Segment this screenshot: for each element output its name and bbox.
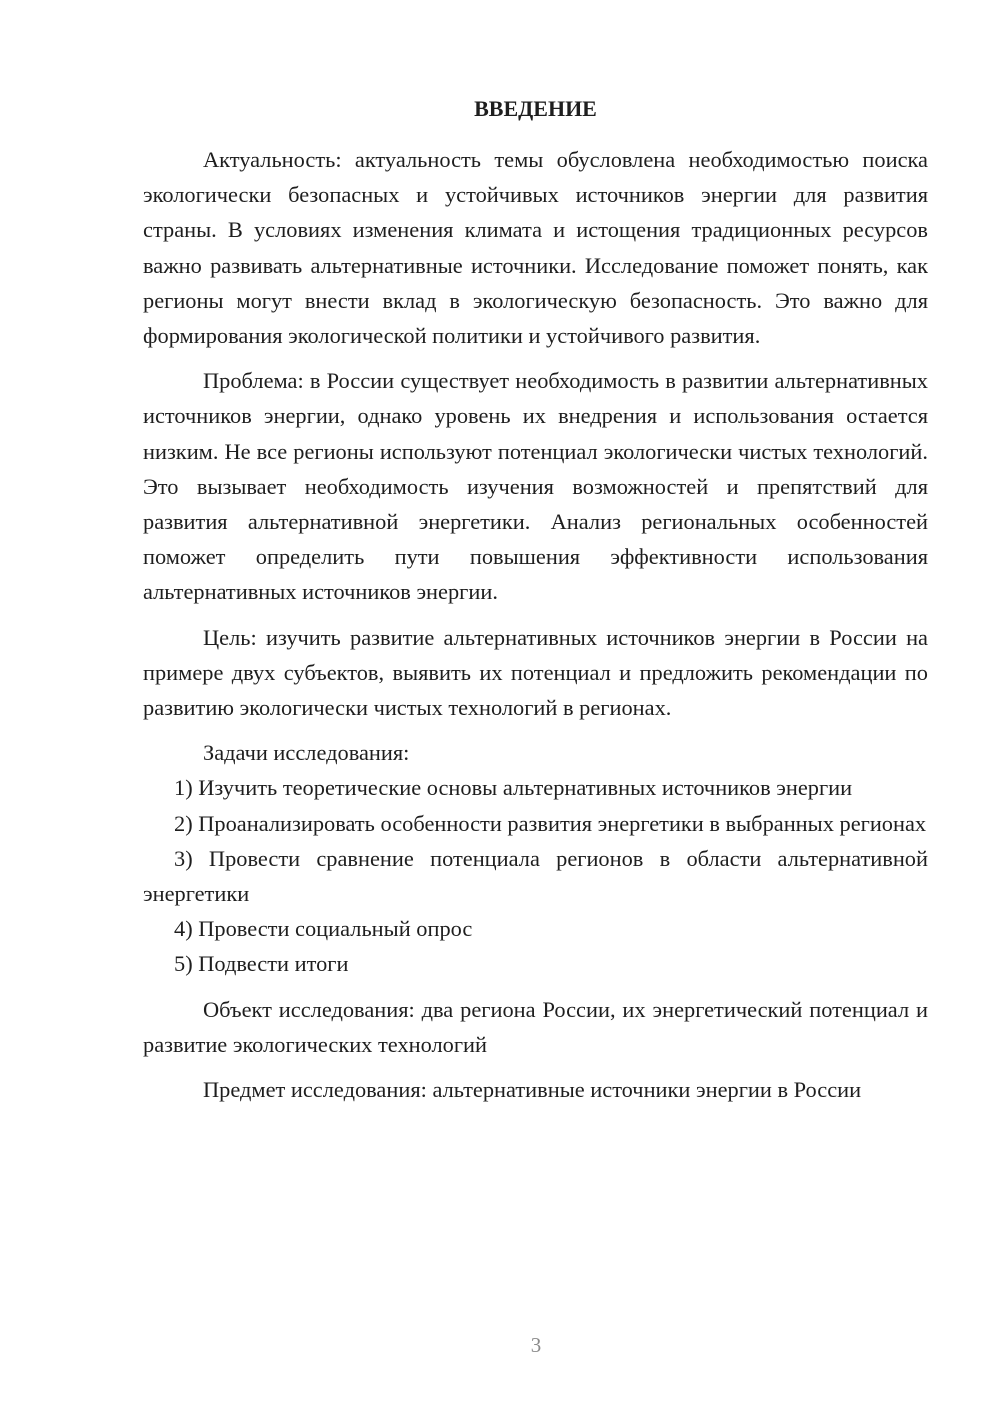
page-heading: ВВЕДЕНИЕ (474, 96, 597, 121)
task-item-2: 2) Проанализировать особенности развития энергетики в выбранных регионах (174, 810, 927, 836)
relevance-paragraph: Актуальность: актуальность темы обусловлена необходимостью поиска экологически безопасных и устойчивых источников энергии для развития страны. В условиях изменения климата и истощения традиционных ресурсов важно развивать альтернативные источники. Исследование поможет понять, как регионы могут внести вклад в экологическую безопасность. Это важно для формирования экологической политики и устойчивого развития. (143, 147, 928, 349)
problem-paragraph: Проблема: в России существует необходимость в развитии альтернативных источников энергии, однако уровень их внедрения и использования остается низким. Не все регионы используют потенциал экологически чистых технологий. Это вызывает необходимость изучения возможностей и препятствий для развития альтернативной энергетики. Анализ региональных особенностей поможет определить пути повышения эффективности использования альтернативных источников энергии. (143, 368, 928, 605)
task-item-1: 1) Изучить теоретические основы альтернативных источников энергии (174, 775, 853, 801)
subject-paragraph: Предмет исследования: альтернативные источники энергии в России (203, 1077, 862, 1103)
task-item-4: 4) Провести социальный опрос (174, 916, 473, 942)
goal-paragraph: Цель: изучить развитие альтернативных источников энергии в России на примере двух субъектов, выявить их потенциал и предложить рекомендации по развитию экологически чистых технологий в регионах. (143, 624, 928, 721)
object-paragraph: Объект исследования: два региона России, их энергетический потенциал и развитие экологических технологий (143, 996, 928, 1057)
task-item-5: 5) Подвести итоги (174, 951, 349, 977)
task-item-3: 3) Провести сравнение потенциала регионов в области альтернативной энергетики (143, 845, 928, 907)
document-body (143, 92, 928, 1107)
page-number: 3 (530, 1333, 542, 1357)
tasks-title: Задачи исследования: (203, 740, 410, 766)
